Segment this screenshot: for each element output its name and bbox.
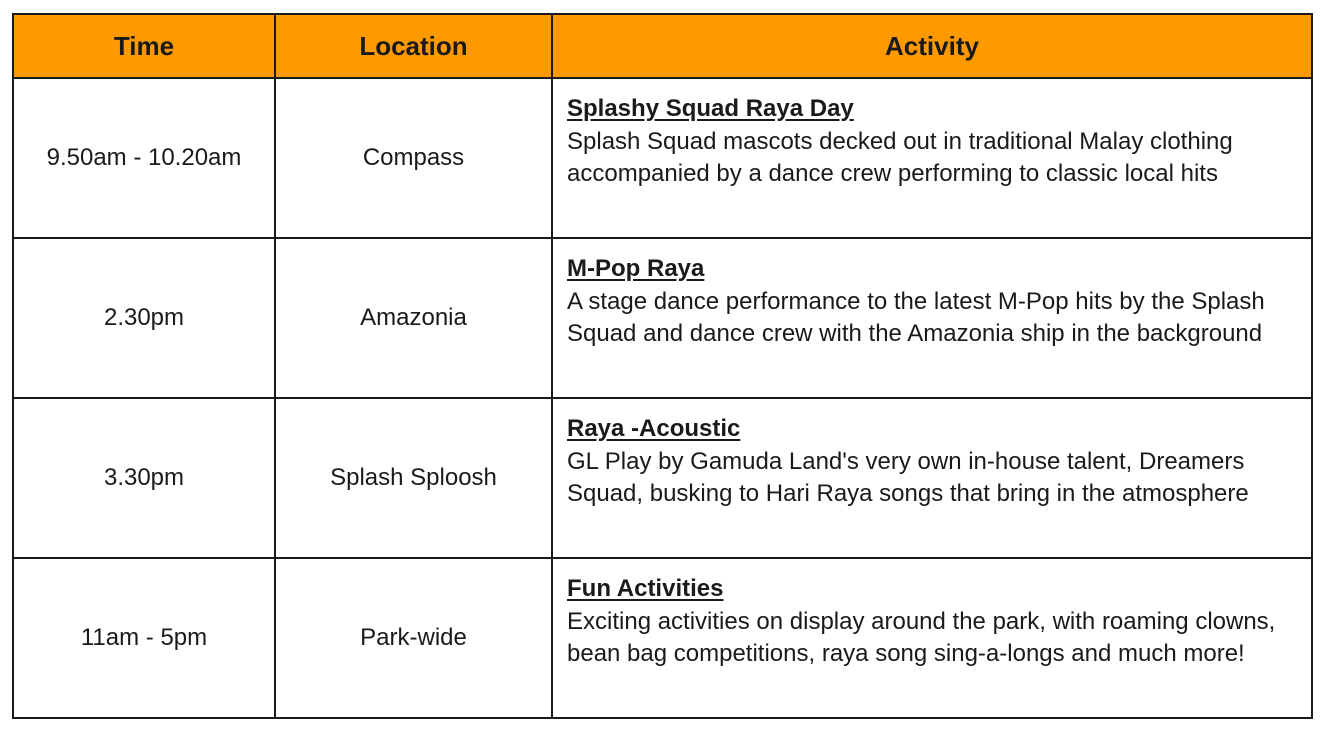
table-row [13, 238, 1312, 398]
table-header [13, 14, 1312, 78]
table-row [13, 78, 1312, 238]
time-cell: 11am - 5pm [13, 558, 275, 718]
activity-title: Raya -Acoustic [567, 415, 741, 442]
location-cell: Splash Sploosh [275, 398, 552, 558]
activity-title: Splashy Squad Raya Day [567, 95, 854, 122]
header-location: Location [275, 14, 552, 78]
time-cell: 9.50am - 10.20am [13, 78, 275, 238]
time-cell: 3.30pm [13, 398, 275, 558]
location-cell: Compass [275, 78, 552, 238]
activity-description: Splash Squad mascots decked out in traditional Malay clothing accompanied by a dance crew performing to classic local hits [567, 127, 1233, 187]
activity-title: Fun Activities [567, 575, 724, 602]
schedule-table [12, 13, 1313, 719]
activity-description: Exciting activities on display around the park, with roaming clowns, bean bag competitions, raya song sing-a-longs and much more! [567, 607, 1276, 667]
activity-title: M-Pop Raya [567, 255, 705, 282]
activity-cell [552, 238, 1312, 398]
activity-description: A stage dance performance to the latest M-Pop hits by the Splash Squad and dance crew with the Amazonia ship in the background [567, 287, 1265, 347]
location-cell: Amazonia [275, 238, 552, 398]
table-row [13, 398, 1312, 558]
activity-description: GL Play by Gamuda Land's very own in-house talent, Dreamers Squad, busking to Hari Raya songs that bring in the atmosphere [567, 447, 1249, 507]
header-time: Time [13, 14, 275, 78]
activity-cell [552, 558, 1312, 718]
table-row [13, 558, 1312, 718]
activity-cell [552, 398, 1312, 558]
activity-cell [552, 78, 1312, 238]
table-body [13, 78, 1312, 718]
time-cell: 2.30pm [13, 238, 275, 398]
header-row [13, 14, 1312, 78]
location-cell: Park-wide [275, 558, 552, 718]
header-activity: Activity [552, 14, 1312, 78]
